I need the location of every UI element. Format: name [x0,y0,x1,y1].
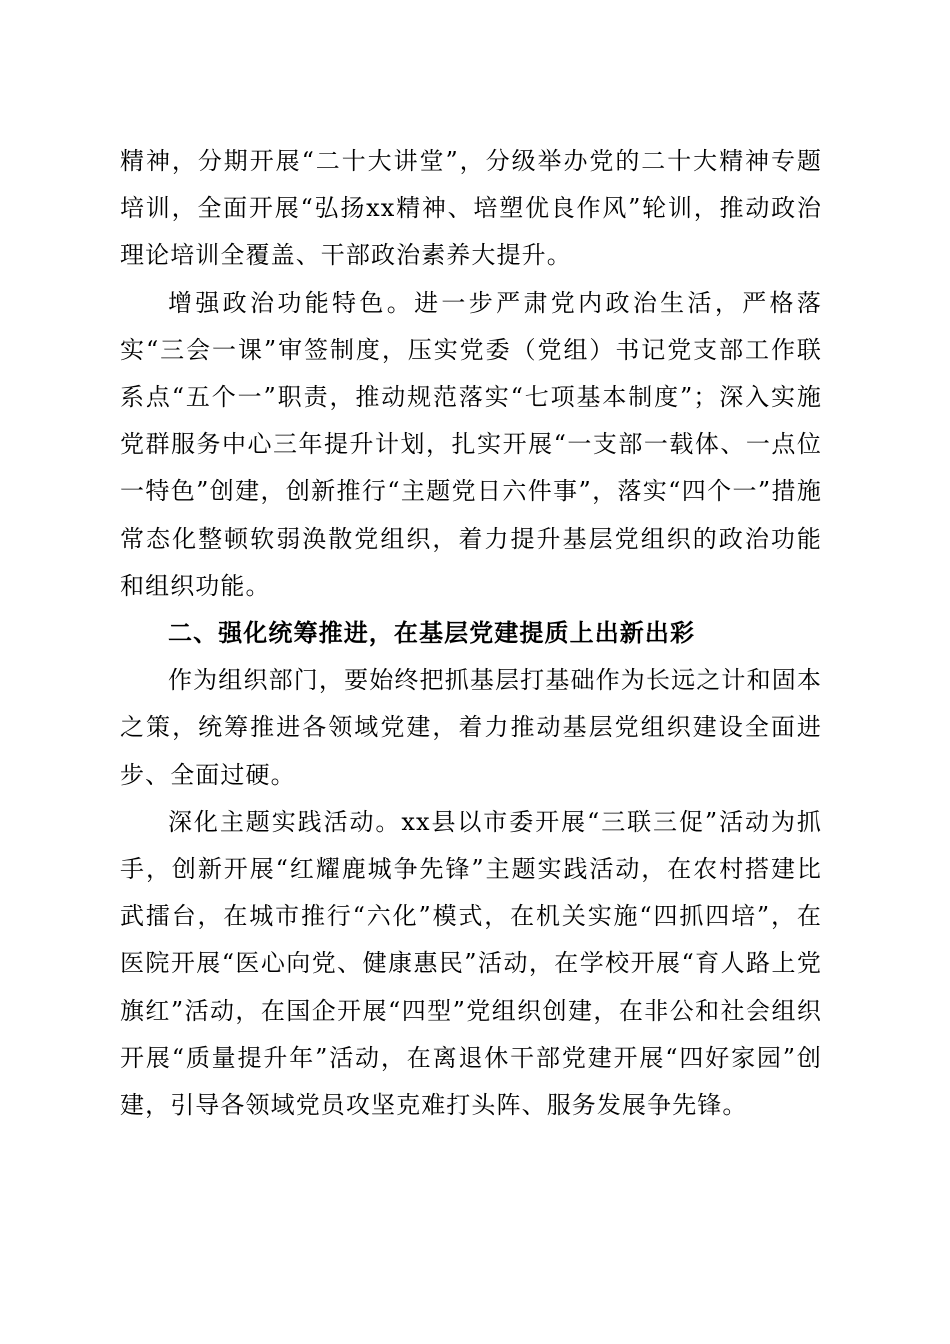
paragraph-section-intro: 作为组织部门，要始终把抓基层打基础作为长远之计和固本之策，统筹推进各领域党建，着力推动基层党组织建设全面进步、全面过硬。 [120,666,822,789]
paragraph-theme-practice: 深化主题实践活动。xx县以市委开展“三联三促”活动为抓手，创新开展“红耀鹿城争先锋”主题实践活动，在农村搭建比武擂台，在城市推行“六化”模式，在机关实施“四抓四培”，在医院开展“医心向党、健康惠民”活动，在学校开展“育人路上党旗红”活动，在国企开展“四型”党组织创建，在非公和社会组织开展“质量提升年”活动，在离退休干部党建开展“四好家园”创建，引导各领域党员攻坚克难打头阵、服务发展争先锋。 [120,807,822,1120]
section-heading-2: 二、强化统筹推进，在基层党建提质上出新出彩 [168,619,696,648]
paragraph-political-function: 增强政治功能特色。进一步严肃党内政治生活，严格落实“三会一课”审签制度，压实党委（党组）书记党支部工作联系点“五个一”职责，推动规范落实“七项基本制度”；深入实施党群服务中心三年提升计划，扎实开展“一支部一载体、一点位一特色”创建，创新推行“主题党日六件事”，落实“四个一”措施常态化整顿软弱涣散党组织，着力提升基层党组织的政治功能和组织功能。 [120,288,822,600]
paragraph-continuation: 精神，分期开展“二十大讲堂”，分级举办党的二十大精神专题培训，全面开展“弘扬xx精神、培塑优良作风”轮训，推动政治理论培训全覆盖、干部政治素养大提升。 [120,147,822,270]
document-page [120,138,822,1129]
